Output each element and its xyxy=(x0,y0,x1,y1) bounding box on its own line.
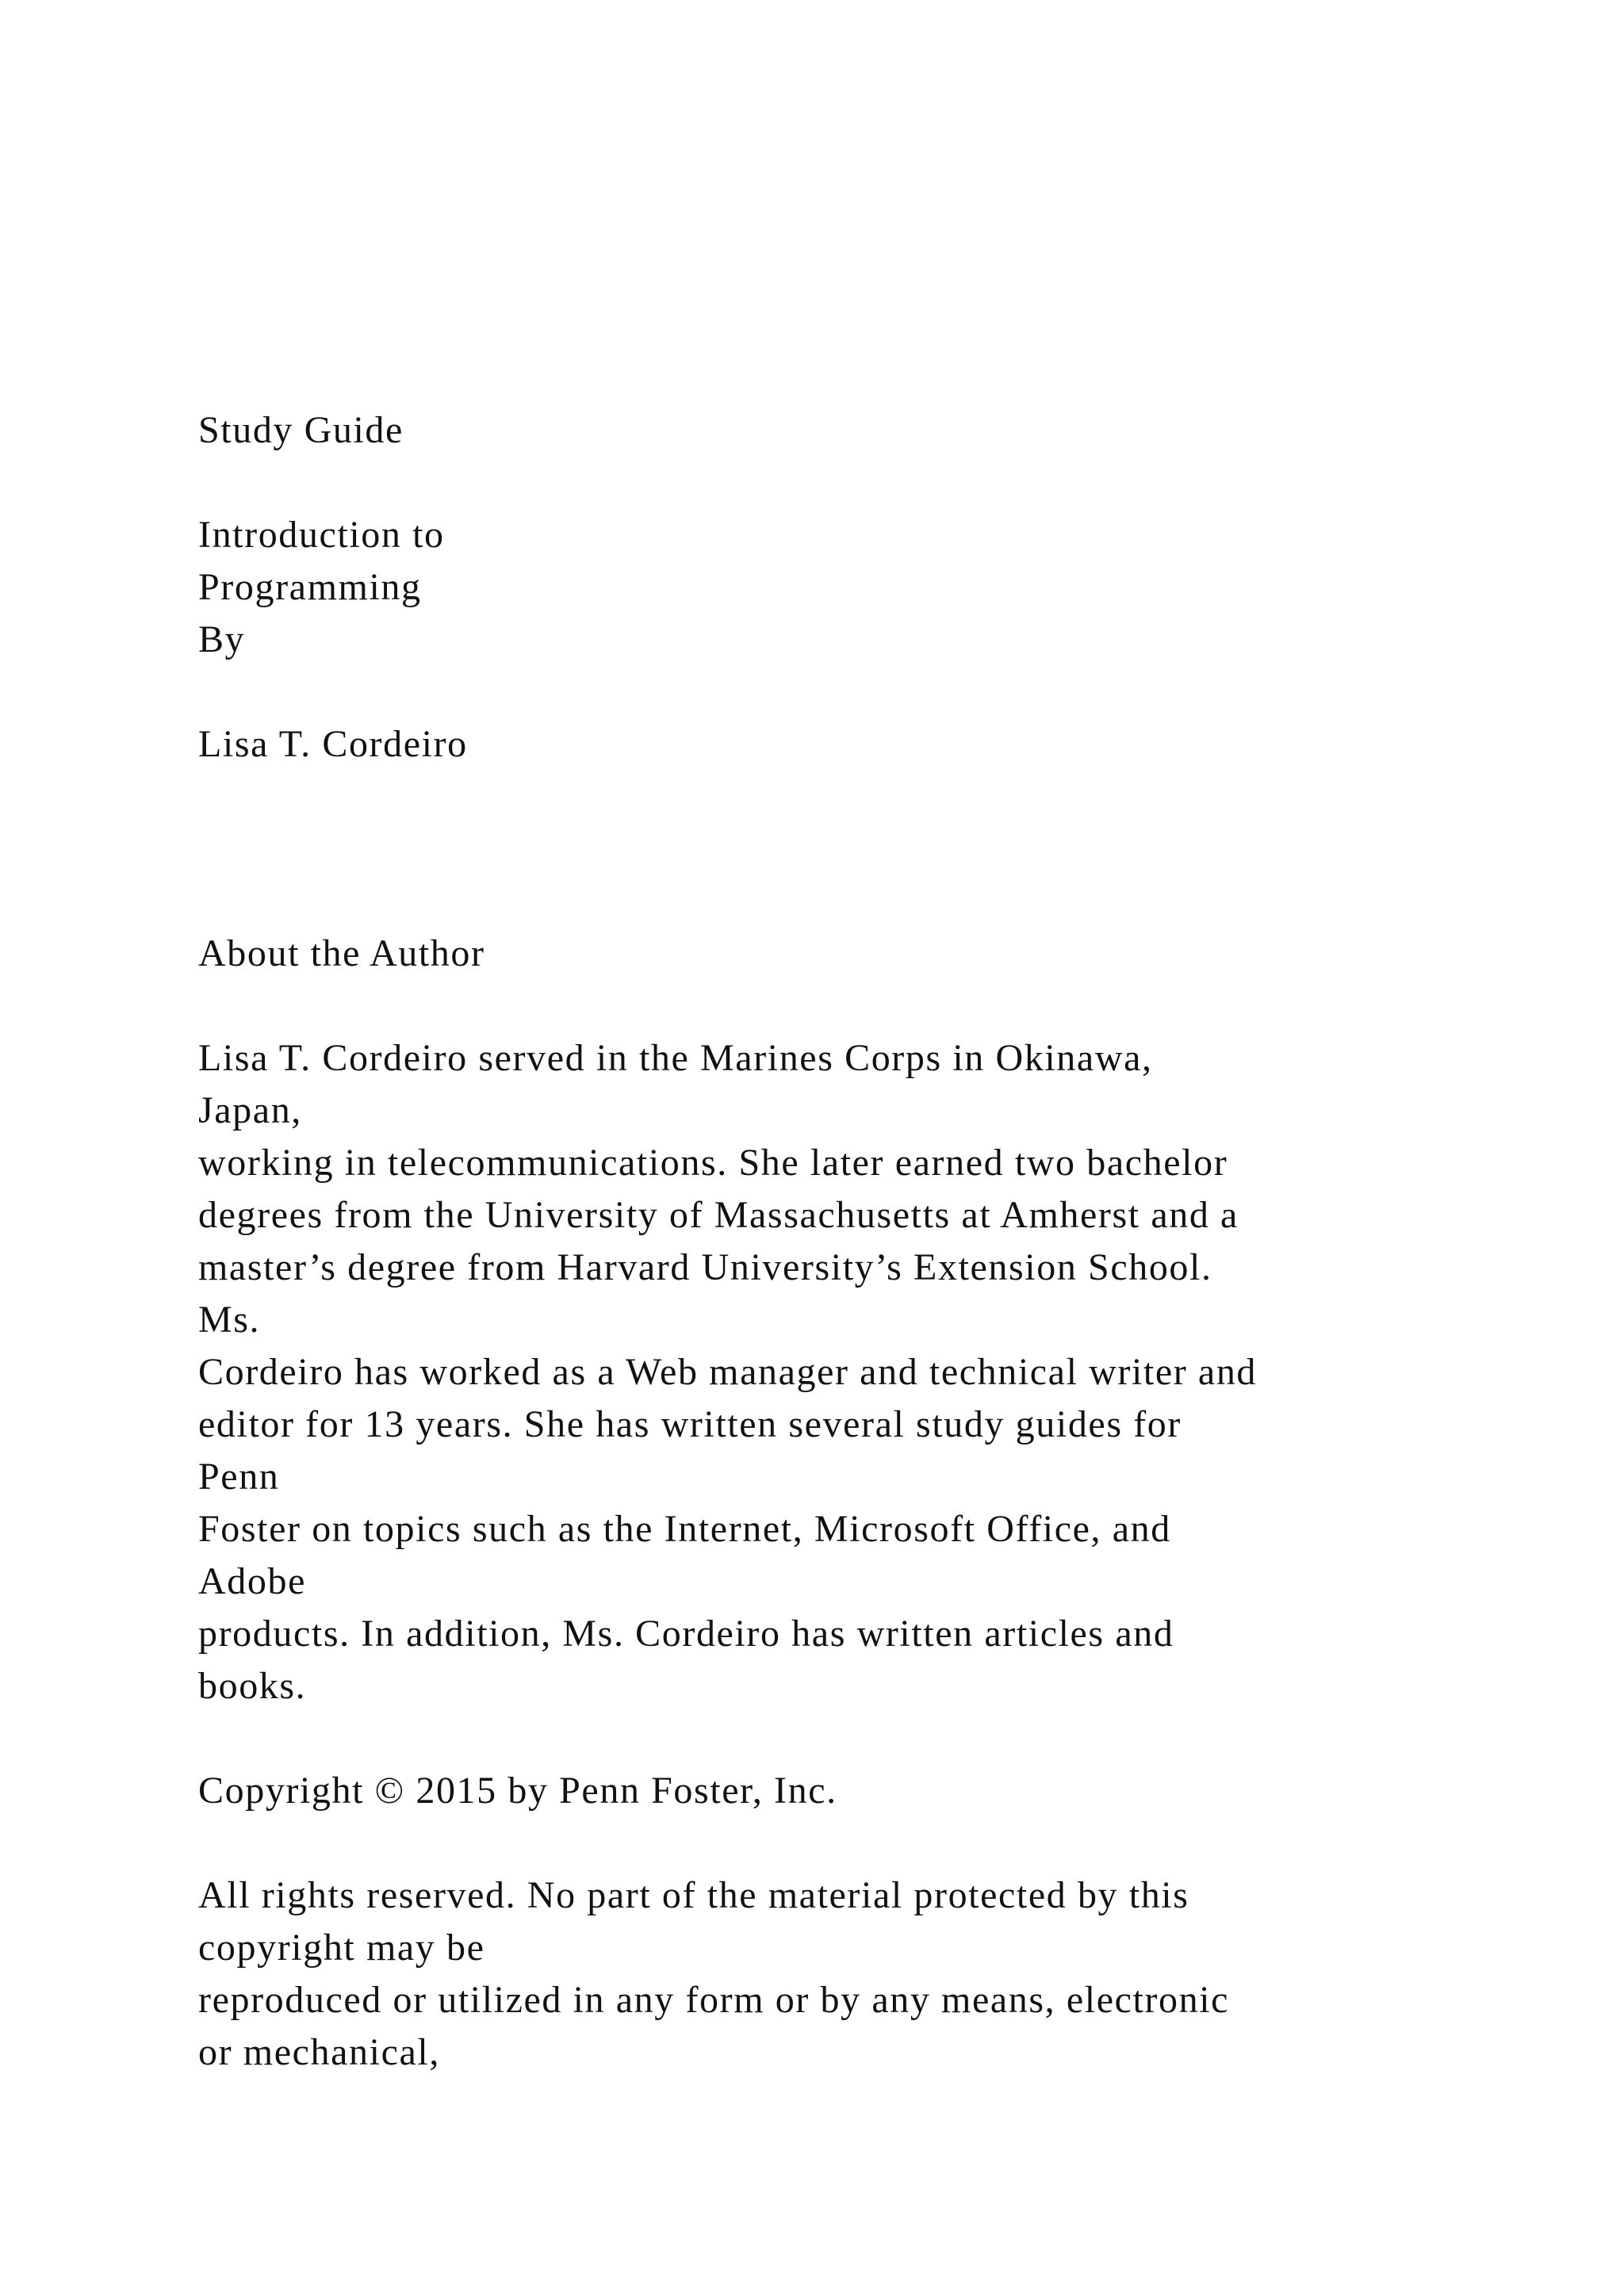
paragraph-line: Foster on topics such as the Internet, Microsoft Office, and xyxy=(198,1508,1171,1550)
paragraph-line: editor for 13 years. She has written several study guides for xyxy=(198,1403,1182,1445)
copyright-notice: Copyright © 2015 by Penn Foster, Inc. xyxy=(198,1770,837,1812)
paragraph-line: master’s degree from Harvard University’s Extension School. xyxy=(198,1246,1212,1288)
paragraph-line: Cordeiro has worked as a Web manager and technical writer and xyxy=(198,1351,1258,1393)
paragraph-line: or mechanical, xyxy=(198,2031,440,2073)
paragraph-line: Lisa T. Cordeiro served in the Marines Corps in Okinawa, xyxy=(198,1037,1153,1079)
course-title-line-1: Introduction to xyxy=(198,514,445,556)
by-line: By xyxy=(198,618,246,660)
paragraph-line: reproduced or utilized in any form or by any means, electronic xyxy=(198,1979,1230,2021)
document-page xyxy=(198,404,1546,2079)
paragraph-line: Penn xyxy=(198,1456,280,1498)
paragraph-line: copyright may be xyxy=(198,1927,485,1969)
paragraph-line: products. In addition, Ms. Cordeiro has written articles and xyxy=(198,1613,1174,1655)
rights-paragraph xyxy=(198,1869,1546,2079)
spacer xyxy=(198,457,1546,509)
paragraph-line: working in telecommunications. She later earned two bachelor xyxy=(198,1142,1228,1184)
paragraph-line: degrees from the University of Massachusetts at Amherst and a xyxy=(198,1194,1239,1236)
spacer xyxy=(198,1712,1546,1765)
author-name: Lisa T. Cordeiro xyxy=(198,723,468,765)
paragraph-line: books. xyxy=(198,1665,307,1707)
about-author-paragraph xyxy=(198,1032,1546,1712)
spacer xyxy=(198,771,1546,928)
paragraph-line: Adobe xyxy=(198,1560,306,1602)
spacer xyxy=(198,980,1546,1032)
spacer xyxy=(198,666,1546,718)
course-title-line-2: Programming xyxy=(198,566,422,608)
spacer xyxy=(198,1817,1546,1869)
study-guide-label: Study Guide xyxy=(198,409,404,451)
paragraph-line: Ms. xyxy=(198,1299,261,1341)
paragraph-line: All rights reserved. No part of the material protected by this xyxy=(198,1874,1189,1916)
paragraph-line: Japan, xyxy=(198,1089,302,1131)
about-author-heading: About the Author xyxy=(198,932,485,974)
